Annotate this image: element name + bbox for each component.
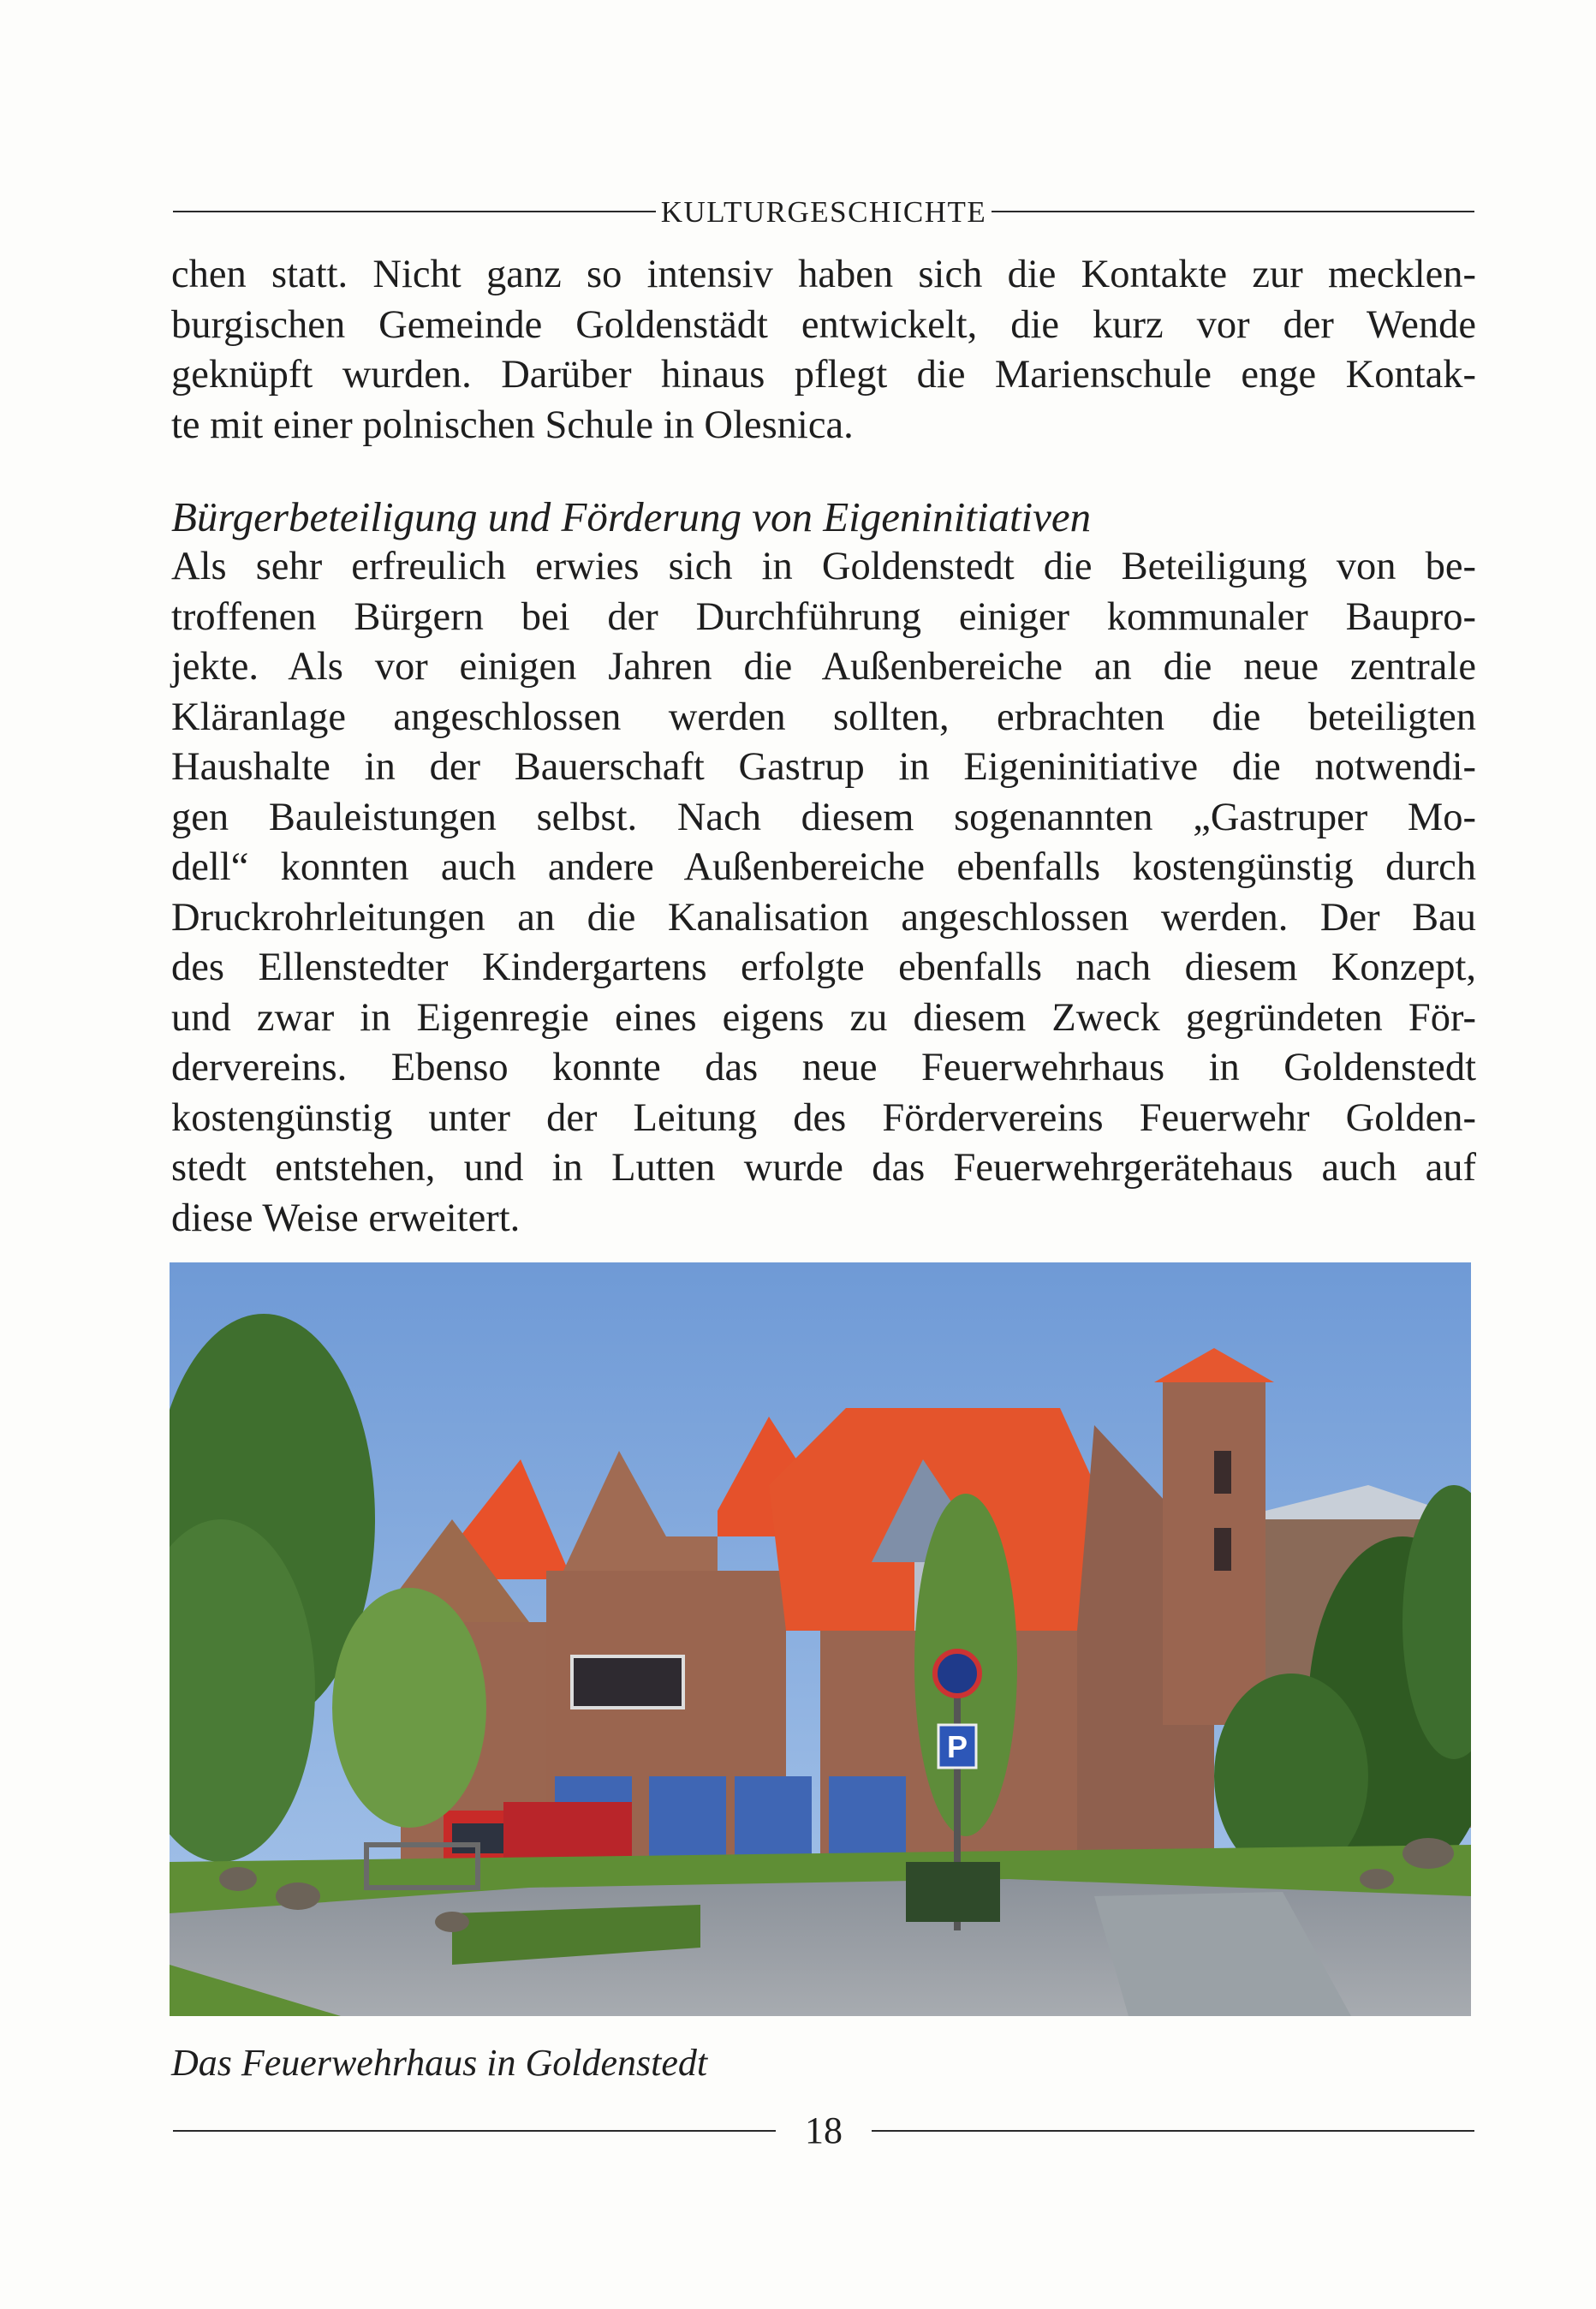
paragraph-line: dervereins. Ebenso konnte das neue Feuerwehrhaus in Goldenstedt (171, 1046, 1476, 1089)
utility-box (906, 1862, 1000, 1922)
header-rule-left (173, 211, 656, 212)
paragraph-line: troffenen Bürgern bei der Durchführung einiger kommunaler Baupro- (171, 594, 1476, 639)
paragraph-line: stedt entstehen, und in Lutten wurde das Feuerwehrgerätehaus auch auf (171, 1146, 1476, 1190)
running-head-title: KULTURGESCHICHTE (660, 194, 987, 229)
paragraph-line: jekte. Als vor einigen Jahren die Außenbereiche an die neue zentrale (171, 645, 1476, 689)
footer-rule-left (173, 2130, 776, 2132)
paragraph-line: kostengünstig unter der Leitung des Fördervereins Feuerwehr Golden- (171, 1095, 1476, 1140)
paragraph-line: des Ellenstedter Kindergartens erfolgte ebenfalls nach diesem Konzept, (171, 946, 1476, 989)
paragraph-line: te mit einer polnischen Schule in Olesnica. (171, 403, 854, 447)
photo-caption: Das Feuerwehrhaus in Goldenstedt (171, 2042, 708, 2084)
header-rule-right (992, 211, 1474, 212)
paragraph-line: geknüpft wurden. Darüber hinaus pflegt die Marienschule enge Kontak- (171, 353, 1476, 397)
paragraph-line: und zwar in Eigenregie eines eigens zu diesem Zweck gegründeten För- (171, 995, 1476, 1040)
paragraph-line: burgischen Gemeinde Goldenstädt entwickelt, die kurz vor der Wende (171, 302, 1476, 347)
paragraph-line: Kläranlage angeschlossen werden sollten, erbrachten die beteiligten (171, 695, 1476, 739)
paragraph-line: diese Weise erweitert. (171, 1196, 521, 1240)
page-number: 18 (805, 2109, 843, 2151)
paragraph-line: chen statt. Nicht ganz so intensiv haben sich die Kontakte zur mecklen- (171, 253, 1476, 296)
footer-rule-right (872, 2130, 1474, 2132)
running-head (173, 190, 1474, 233)
paragraph-1 (171, 250, 1476, 450)
parking-sign-letter: P (946, 1729, 968, 1764)
paragraph-line: Haushalte in der Bauerschaft Gastrup in Eigeninitiative die notwendi- (171, 745, 1476, 789)
section-heading: Bürgerbeteiligung und Förderung von Eigeninitiativen (171, 493, 1092, 540)
paragraph-line: Als sehr erfreulich erwies sich in Goldenstedt die Beteiligung von be- (171, 545, 1476, 588)
paragraph-line: gen Bauleistungen selbst. Nach diesem sogenannten „Gastruper Mo- (171, 795, 1476, 839)
paragraph-line: Druckrohrleitungen an die Kanalisation angeschlossen werden. Der Bau (171, 895, 1476, 940)
paragraph-2 (171, 542, 1476, 1244)
paragraph-line: dell“ konnten auch andere Außenbereiche ebenfalls kostengünstig durch (171, 845, 1476, 889)
page-footer (173, 2105, 1474, 2157)
fire-station-photo (170, 1262, 1471, 2016)
